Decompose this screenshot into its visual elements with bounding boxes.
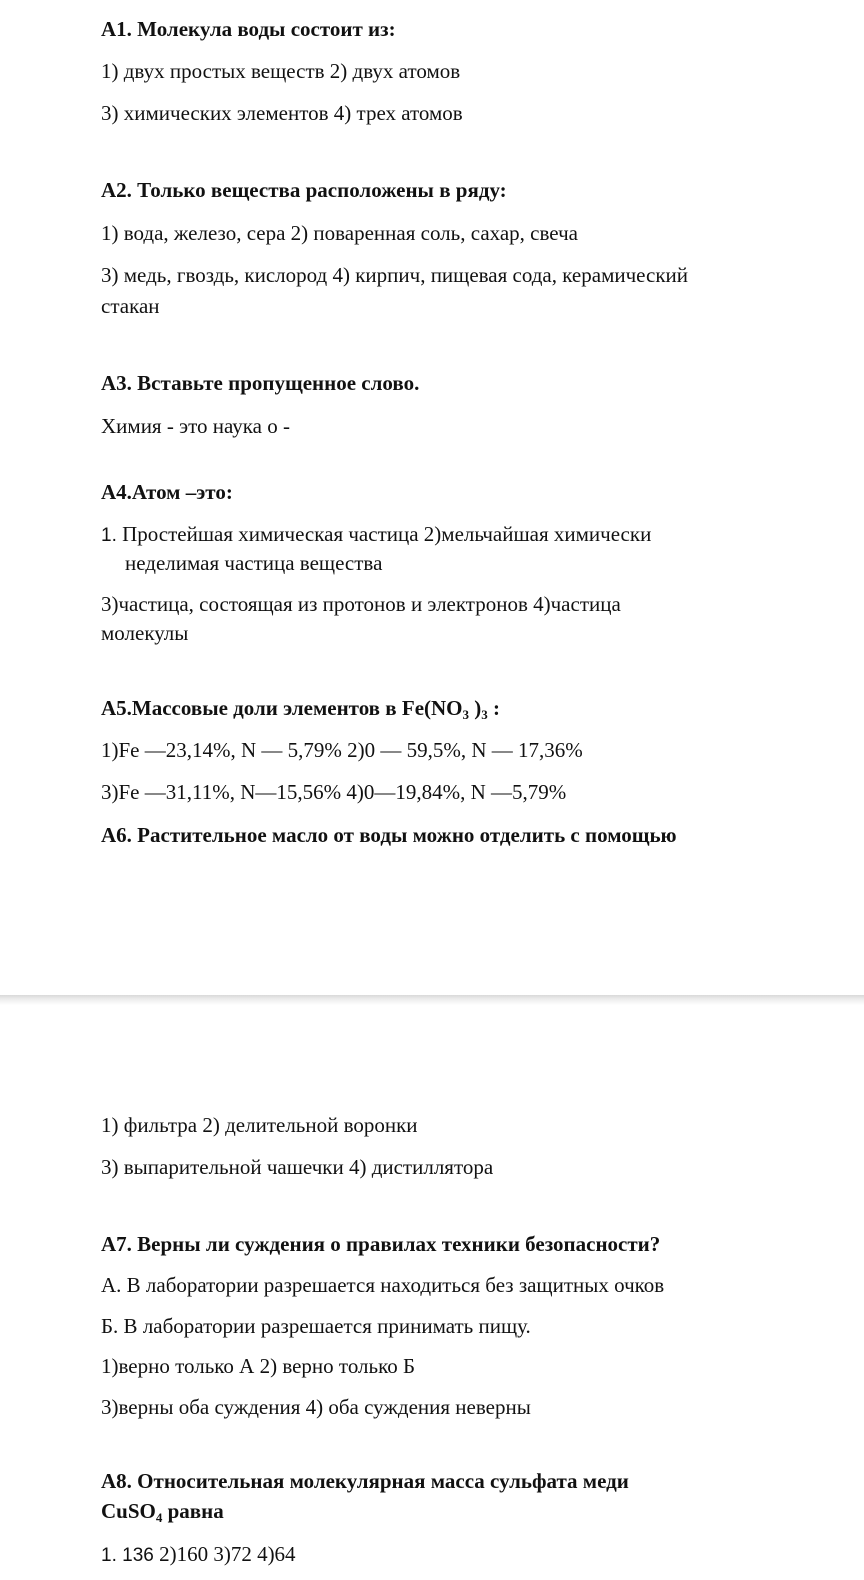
question-a4-options-1-text: Простейшая химическая частица 2)мельчайшая химически xyxy=(116,522,652,546)
question-a1-title: А1. Молекула воды состоит из: xyxy=(101,17,396,41)
question-a6-title: А6. Растительное масло от воды можно отделить с помощью xyxy=(101,823,677,847)
question-a2-title: А2. Только вещества расположены в ряду: xyxy=(101,178,507,202)
question-a8-title: А8. Относительная молекулярная масса сульфата меди xyxy=(101,1469,629,1493)
question-a5-options-2: 3)Fe —31,11%, N—15,56% 4)0—19,84%, N —5,79% xyxy=(101,780,567,804)
question-a7-statement-b: Б. В лаборатории разрешается принимать пищу. xyxy=(101,1314,531,1338)
question-a5-title-text: А5.Массовые доли элементов в Fe(NO xyxy=(101,696,463,720)
question-a7-options-1: 1)верно только А 2) верно только Б xyxy=(101,1354,416,1378)
question-a8-formula-subscript: 4 xyxy=(155,1510,163,1525)
question-a3-text: Химия - это наука о - xyxy=(101,414,290,438)
question-a8-formula xyxy=(101,1497,224,1525)
question-a3-title: А3. Вставьте пропущенное слово. xyxy=(101,371,420,395)
question-a7-options-2: 3)верны оба суждения 4) оба суждения неверны xyxy=(101,1395,531,1419)
question-a2-options-1: 1) вода, железо, сера 2) поваренная соль, сахар, свеча xyxy=(101,221,578,245)
question-a5-subscript-1: 3 xyxy=(462,707,470,722)
question-a4-options-1 xyxy=(101,520,651,550)
question-a4-list-number: 1. xyxy=(101,525,117,546)
question-a6-options-2: 3) выпарительной чашечки 4) дистиллятора xyxy=(101,1155,494,1179)
question-a7-title: А7. Верны ли суждения о правилах техники безопасности? xyxy=(101,1232,661,1256)
question-a1-options-1: 1) двух простых веществ 2) двух атомов xyxy=(101,59,461,83)
question-a4-title: А4.Атом –это: xyxy=(101,480,233,504)
question-a8-formula-text: CuSO xyxy=(101,1499,156,1523)
question-a5-title-paren: ) xyxy=(469,696,482,720)
question-a8-formula-suffix: равна xyxy=(162,1499,224,1523)
question-a6-options-1: 1) фильтра 2) делительной воронки xyxy=(101,1113,418,1137)
question-a5-subscript-2: 3 xyxy=(481,707,488,722)
question-a8-options xyxy=(101,1540,296,1570)
question-a8-answer-first: 1. 136 xyxy=(101,1545,154,1566)
document-page-2 xyxy=(0,1005,864,1580)
question-a7-statement-a: А. В лаборатории разрешается находиться без защитных очков xyxy=(101,1273,665,1297)
question-a5-title xyxy=(101,694,500,722)
question-a5-options-1: 1)Fe —23,14%, N — 5,79% 2)0 — 59,5%, N — 17,36% xyxy=(101,738,583,762)
question-a2-options-2: 3) медь, гвоздь, кислород 4) кирпич, пищевая сода, керамический xyxy=(101,263,689,287)
question-a8-answer-rest: 2)160 3)72 4)64 xyxy=(153,1542,296,1566)
question-a4-options-3: молекулы xyxy=(101,621,189,645)
page-separator xyxy=(0,995,864,1005)
question-a4-options-1-cont: неделимая частица вещества xyxy=(125,551,383,575)
question-a2-options-3: стакан xyxy=(101,294,160,318)
question-a1-options-2: 3) химических элементов 4) трех атомов xyxy=(101,101,463,125)
question-a5-title-colon: : xyxy=(487,696,501,720)
question-a4-options-2: 3)частица, состоящая из протонов и электронов 4)частица xyxy=(101,592,621,616)
